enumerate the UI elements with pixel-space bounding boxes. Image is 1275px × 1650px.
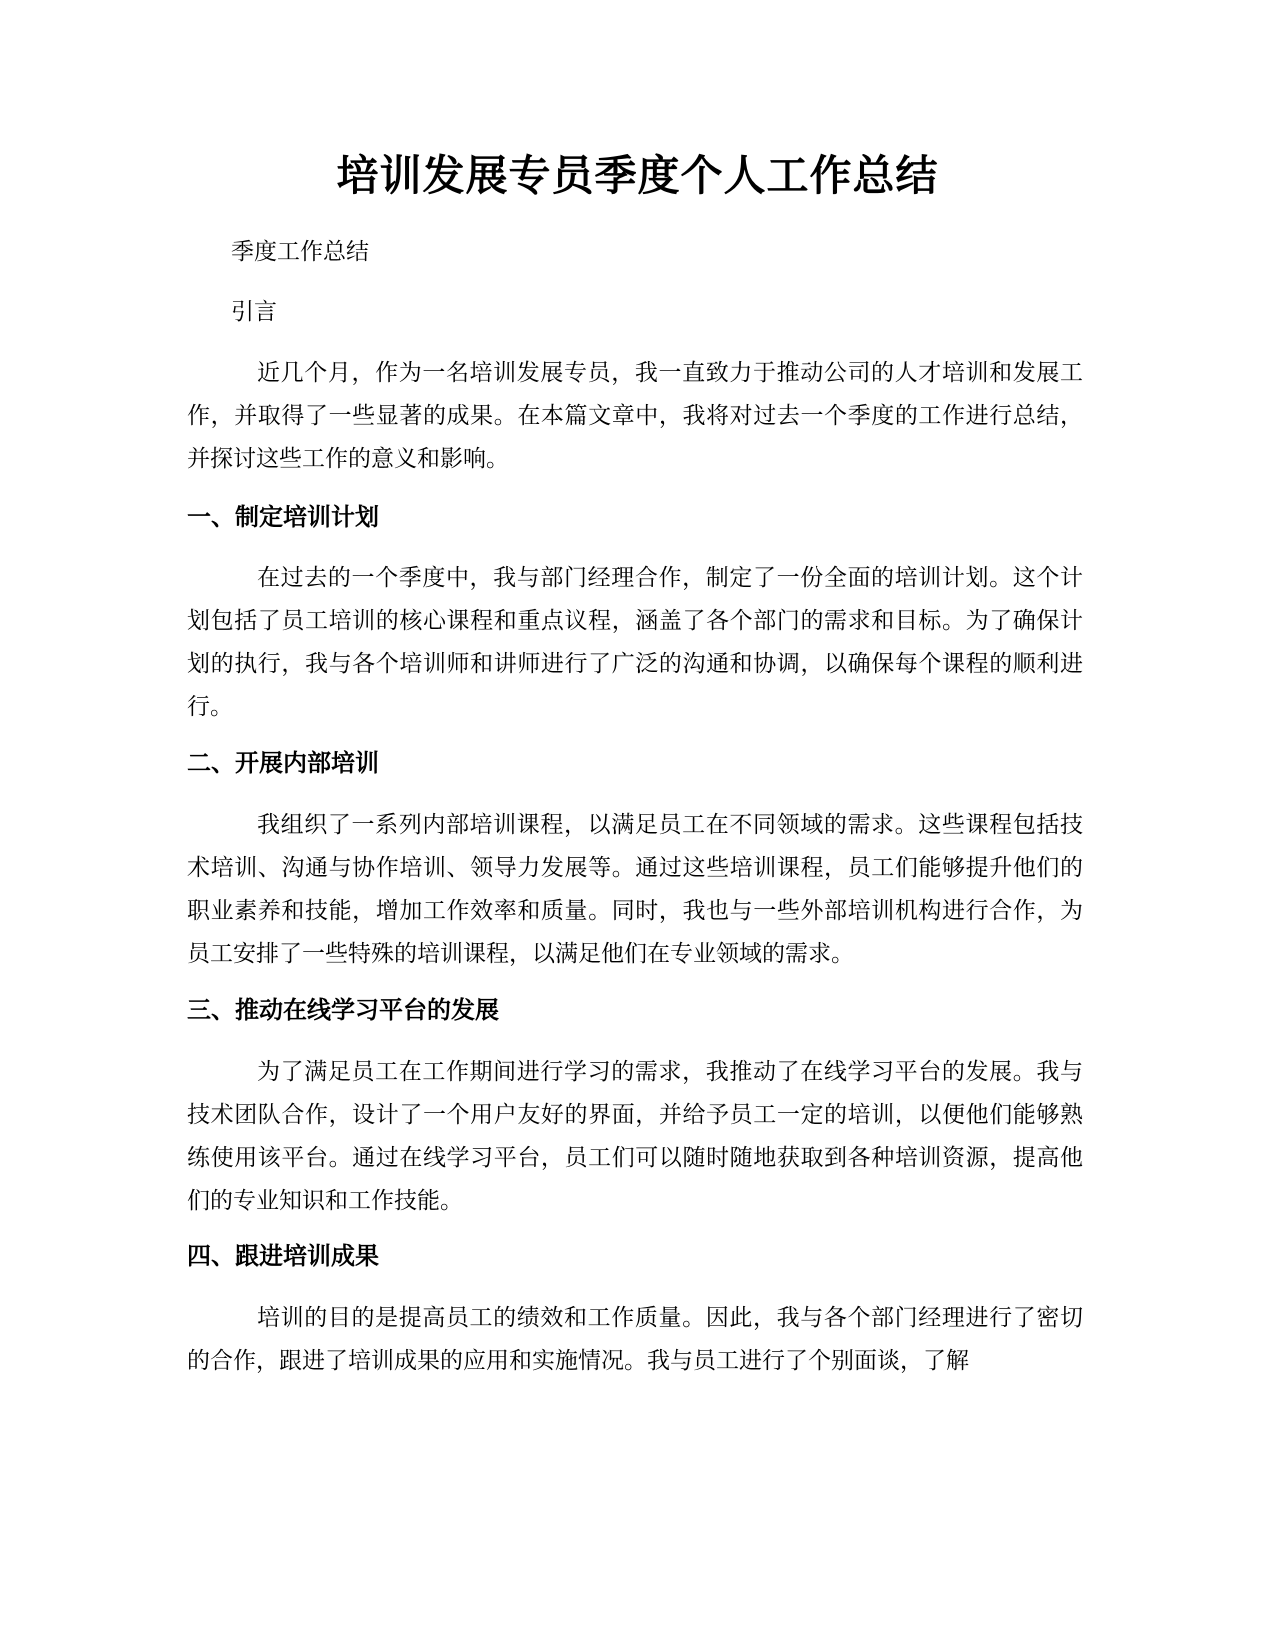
subtitle: 季度工作总结 <box>231 239 369 265</box>
section-heading: 三、推动在线学习平台的发展 <box>187 996 499 1024</box>
section-paragraph: 在过去的一个季度中，我与部门经理合作，制定了一份全面的培训计划。这个计划包括了员工培训的核心课程和重点议程，涵盖了各个部门的需求和目标。为了确保计划的执行，我与各个培训师和讲师进行了广泛的沟通和协调，以确保每个课程的顺利进行。 <box>187 565 1083 720</box>
intro-paragraph: 近几个月，作为一名培训发展专员，我一直致力于推动公司的人才培训和发展工作，并取得了一些显著的成果。在本篇文章中，我将对过去一个季度的工作进行总结，并探讨这些工作的意义和影响。 <box>187 360 1083 472</box>
section-heading: 二、开展内部培训 <box>187 749 379 777</box>
section-paragraph: 培训的目的是提高员工的绩效和工作质量。因此，我与各个部门经理进行了密切的合作，跟进了培训成果的应用和实施情况。我与员工进行了个别面谈，了解 <box>187 1305 1083 1374</box>
section-paragraph: 我组织了一系列内部培训课程，以满足员工在不同领域的需求。这些课程包括技术培训、沟通与协作培训、领导力发展等。通过这些培训课程，员工们能够提升他们的职业素养和技能，增加工作效率和质量。同时，我也与一些外部培训机构进行合作，为员工安排了一些特殊的培训课程，以满足他们在专业领域的需求。 <box>187 812 1083 967</box>
document-title: 培训发展专员季度个人工作总结 <box>336 151 939 200</box>
section-paragraph: 为了满足员工在工作期间进行学习的需求，我推动了在线学习平台的发展。我与技术团队合作，设计了一个用户友好的界面，并给予员工一定的培训，以便他们能够熟练使用该平台。通过在线学习平台，员工们可以随时随地获取到各种培训资源，提高他们的专业知识和工作技能。 <box>187 1059 1083 1214</box>
section-heading: 四、跟进培训成果 <box>187 1242 379 1270</box>
intro-label: 引言 <box>231 299 277 325</box>
section-heading: 一、制定培训计划 <box>187 503 379 531</box>
